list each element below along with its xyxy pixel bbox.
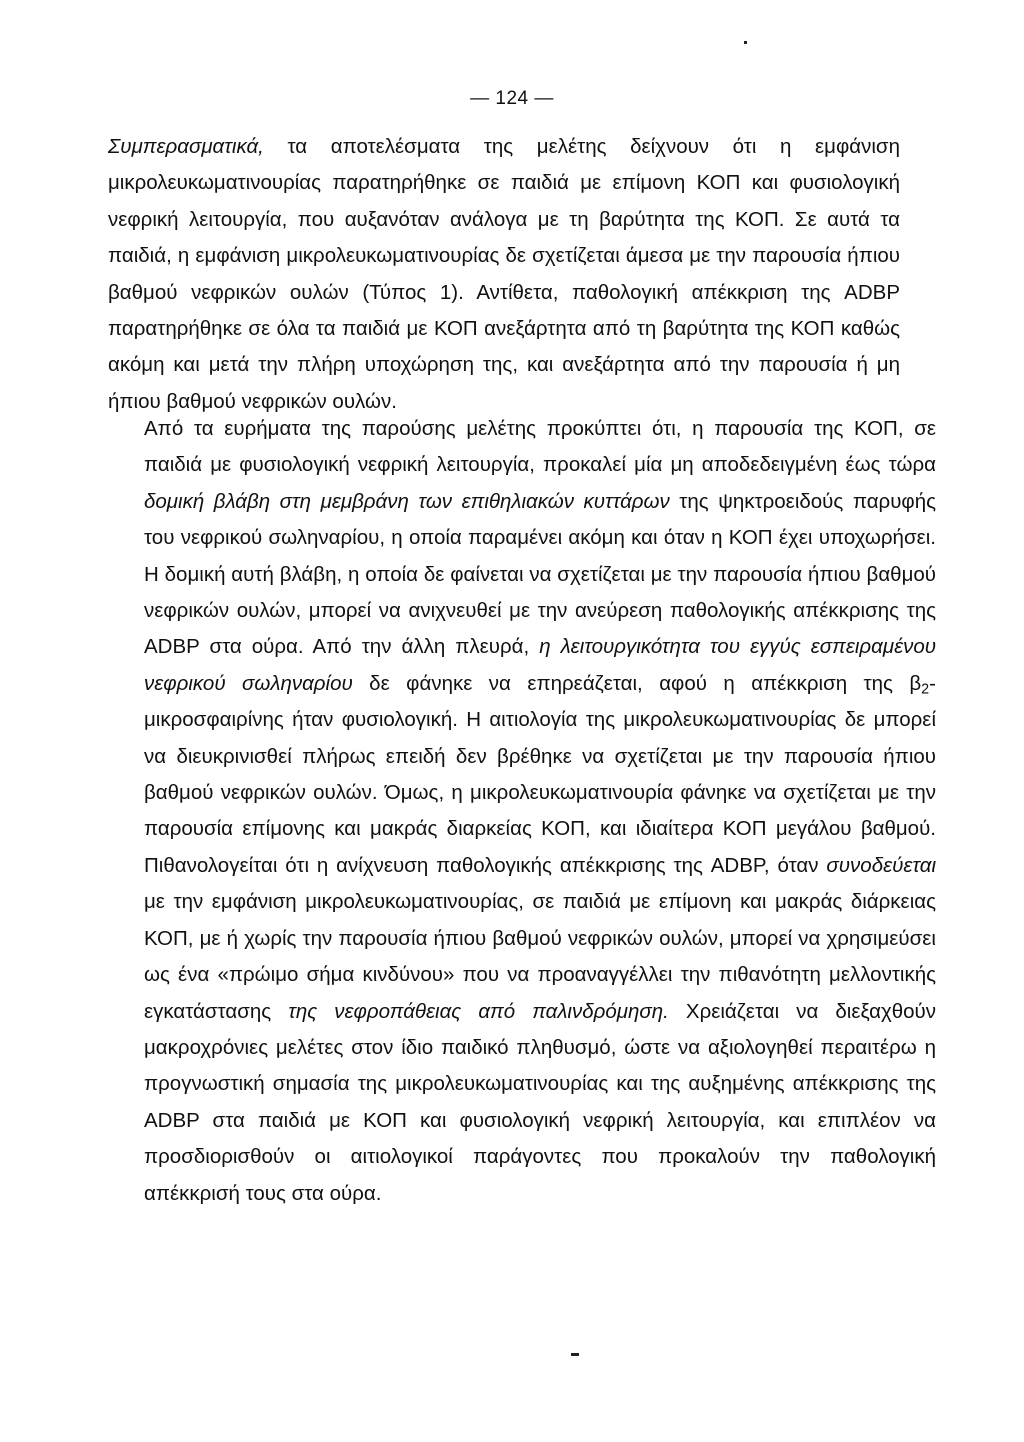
paragraph-text: δε φάνηκε να επηρεάζεται, αφού η απέκκριση της β: [352, 671, 922, 695]
paragraph-text: με την εμφάνιση μικρολευκωματινουρίας, σε παιδιά με επίμονη και μακράς διάρκειας ΚΟΠ, με ή χωρίς την παρουσία ήπιου βαθμού νεφρικών ουλών, μπορεί να χρησιμεύσει ως ένα «πρώιμο σήμα κινδύνου» που να προαναγγέλλει την πιθανότητη μελλοντικής εγκατάστασης: [144, 890, 936, 1023]
paragraph-text: -μικροσφαιρίνης ήταν φυσιολογική. Η αιτιολογία της μικρολευκωματινουρίας δε μπορεί να διευκρινισθεί πλήρως επειδή δεν βρέθηκε να σχετίζεται με την παρουσία ήπιου βαθμού νεφρικών ουλών. Όμως, η μικρολευκωματινουρία φάνηκε να σχετίζεται με την παρουσία επίμονης και μακράς διαρκείας ΚΟΠ, και ιδιαίτερα ΚΟΠ μεγάλου βαθμού. Πιθανολογείται ότι η ανίχνευση παθολογικής απέκκρισης της ADBP, όταν: [144, 671, 936, 877]
paragraph-text: Από τα ευρήματα της παρούσης μελέτης προκύπτει ότι, η παρουσία της ΚΟΠ, σε παιδιά με φυσιολογική νεφρική λειτουργία, προκαλεί μία μη αποδεδειγμένη έως τώρα: [144, 417, 936, 477]
italic-phrase-structural-damage: δομική βλάβη στη μεμβράνη των επιθηλιακών κυττάρων: [144, 489, 670, 513]
italic-phrase-tubule-function: η λειτουργικότητα του εγγύς εσπειραμένου νεφρικού σωληναρίου: [144, 635, 936, 695]
paragraph-text: της ψηκτροειδούς παρυφής του νεφρικού σωληναρίου, η οποία παραμένει ακόμη και όταν η ΚΟΠ έχει υποχωρήσει. Η δομική αυτή βλάβη, η οποία δε φαίνεται να σχετίζεται με την παρουσία ήπιου βαθμού νεφρικών ουλών, μπορεί να ανιχνευθεί με την ανεύρεση παθολογικής απέκκρισης της ADBP στα ούρα. Από την άλλη πλευρά,: [144, 489, 936, 659]
scan-speck: [744, 41, 747, 44]
page-number: — 124 —: [470, 88, 554, 109]
paragraph-lead-italic: Συμπερασματικά,: [108, 135, 264, 158]
subscript-2: 2: [921, 681, 930, 698]
paragraph-text: τα αποτελέσματα της μελέτης δείχνουν ότι η εμφάνιση μικρολευκωματινουρίας παρατηρήθηκε σε παιδιά με επίμονη ΚΟΠ και φυσιολογική νεφρική λειτουργία, που αυξανόταν ανάλογα με τη βαρύτητα της ΚΟΠ. Σε αυτά τα παιδιά, η εμφάνιση μικρολευκωματινουρίας δε σχετίζεται άμεσα με την παρουσία ήπιου βαθμού νεφρικών ουλών (Τύπος 1). Αντίθετα, παθολογική απέκκριση της ADBP παρατηρήθηκε σε όλα τα παιδιά με ΚΟΠ ανεξάρτητα από τη βαρύτητα της ΚΟΠ καθώς ακόμη και μετά την πλήρη υποχώρηση της, και ανεξάρτητα από την παρουσία ή μη ήπιου βαθμού νεφρικών ουλών.: [108, 135, 900, 413]
italic-word-accompanies: συνοδεύεται: [826, 853, 936, 877]
scan-speck: [571, 1353, 579, 1356]
paragraph-findings: [108, 411, 936, 1212]
italic-phrase-reflux-nephropathy: της νεφροπάθειας από παλινδρόμηση.: [288, 999, 669, 1023]
paragraph-text: Χρειάζεται να διεξαχθούν μακροχρόνιες μελέτες στον ίδιο παιδικό πληθυσμό, ώστε να αξιολογηθεί περαιτέρω η προγνωστική σημασία της μικρολευκωματινουρίας και της αυξημένης απέκκρισης της ADBP στα παιδιά με ΚΟΠ και φυσιολογική νεφρική λειτουργία, και επιπλέον να προσδιορισθούν οι αιτιολογικοί παράγοντες που προκαλούν την παθολογική απέκκρισή τους στα ούρα.: [144, 999, 936, 1205]
paragraph-conclusion: [108, 129, 900, 420]
